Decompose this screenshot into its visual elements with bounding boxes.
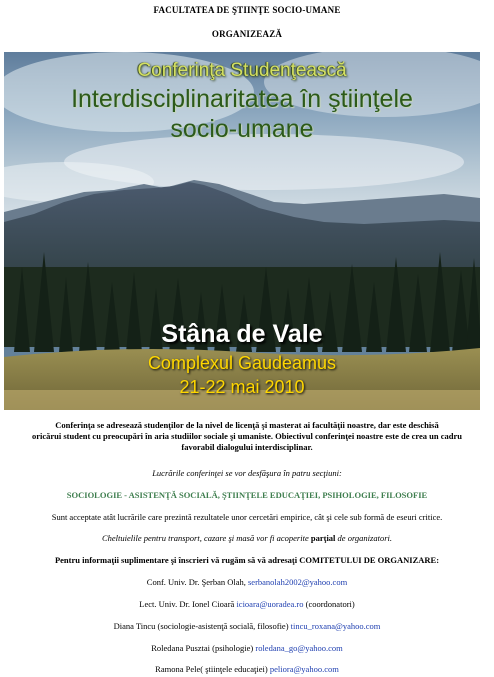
contact-email-link[interactable]: roledana_go@yahoo.com [255,643,343,653]
contact-name: Conf. Univ. Dr. Şerban Olah, [146,577,246,587]
contact-email-link[interactable]: serbanolah2002@yahoo.com [248,577,348,587]
contact-name: Ramona Pele( ştiinţele educaţiei) [155,664,268,674]
contact-row [0,664,494,675]
accepted-papers-text: Sunt acceptate atât lucrările care prezintă rezultatele unor cercetări empirice, cât şi cele sub formă de eseuri critice. [51,512,443,522]
conference-poster [4,52,480,410]
contact-name: Roledana Pusztai (psihologie) [151,643,254,653]
poster-title-line1: Conferinţa Studenţească [137,60,347,81]
poster-dates: 21-22 mai 2010 [179,377,305,397]
contact-name: Lect. Univ. Dr. Ionel Cioară [139,599,235,609]
faculty-heading: FACULTATEA DE ŞTIINŢE SOCIO-UMANE [153,5,341,15]
costs-text [0,533,494,544]
poster-title-line2: Interdisciplinaritatea în ştiinţele [71,85,413,113]
sections-list: SOCIOLOGIE - ASISTENŢĂ SOCIALĂ, ŞTIINŢELE EDUCAŢIEI, PSIHOLOGIE, FILOSOFIE [66,490,428,500]
contact-row [0,621,494,632]
poster-title-line3: socio-umane [170,115,314,143]
contact-intro: Pentru informaţii suplimentare şi înscrieri vă rugăm să vă adresaţi COMITETULUI DE ORGANIZARE: [54,555,440,565]
contact-email-link[interactable]: tincu_roxana@yahoo.com [290,621,381,631]
contact-name: Diana Tincu (sociologie-asistenţă socială, filosofie) [113,621,289,631]
contact-row [0,599,494,610]
costs-text-bold: parţial [310,533,336,543]
contact-email-link[interactable]: peliora@yahoo.com [269,664,339,674]
contact-note: (coordonatori) [305,599,355,609]
sections-intro: Lucrările conferinţei se vor desfăşura în patru secţiuni: [152,468,342,478]
costs-text-part1: Cheltuielile pentru transport, cazare şi masă vor fi acoperite [101,533,309,543]
contact-row [0,643,494,654]
intro-line-3: favorabil dialogului interdisciplinar. [181,442,313,452]
costs-text-part2: de organizatori. [337,533,393,543]
poster-location: Stâna de Vale [161,320,323,348]
contact-email-link[interactable]: icioara@uoradea.ro [236,599,304,609]
intro-line-1: Conferinţa se adresează studenţilor de la nivel de licenţă şi masterat ai facultăţii noastre, dar este deschisă [55,420,439,430]
organizes-heading: ORGANIZEAZĂ [211,29,283,39]
poster-venue: Complexul Gaudeamus [147,353,337,373]
intro-line-2: oricărui student cu preocupări în aria studiilor sociale şi umaniste. Obiectivul conferinţei noastre este de crea un cadru [31,431,462,441]
contact-row [0,577,494,588]
